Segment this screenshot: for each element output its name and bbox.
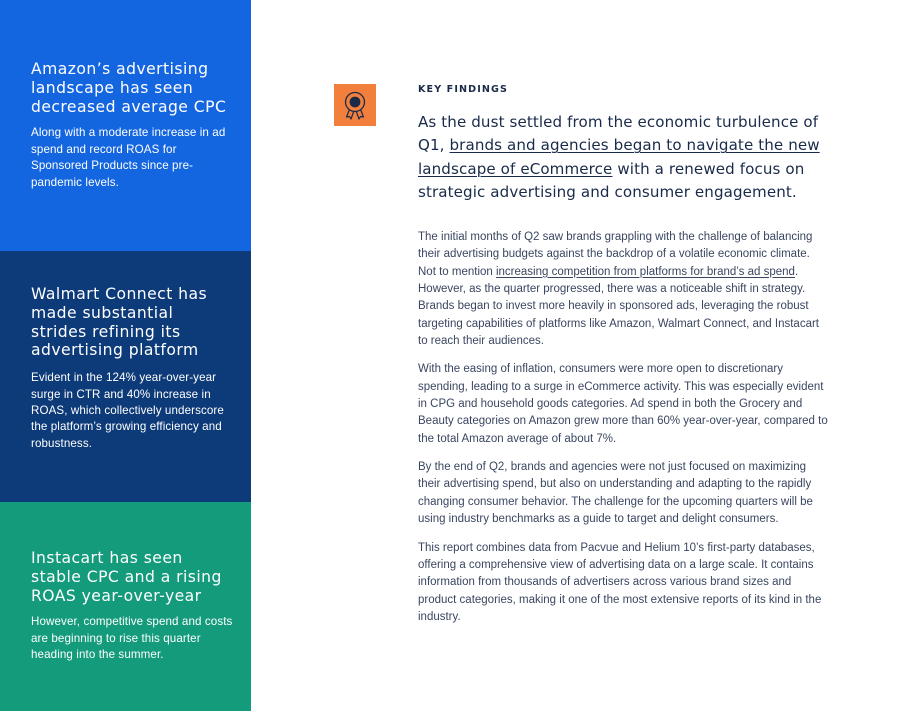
panel-heading: Walmart Connect has made substantial strides refining its advertising platform [31,285,208,360]
lead-statement [418,111,848,204]
panel-heading: Instacart has seen stable CPC and a rising ROAS year-over-year [31,549,222,605]
panel-text: However, competitive spend and costs are beginning to rise this quarter heading into the summer. [31,615,233,662]
paragraph [418,229,828,350]
paragraph-text: . However, as the quarter progressed, there was a noticeable shift in strategy. Brands began to invest more heavily in sponsored ads, leveraging the robust targeting capabilities of platforms like Amazon, Walmart Connect, and Instacart to reach their audiences. [418,265,819,348]
body-text [418,229,828,637]
panel-text: Along with a moderate increase in ad spend and record ROAS for Sponsored Products since pre-pandemic levels. [31,126,226,189]
lead-text: with a renewed focus on strategic advertising and consumer engagement. [418,159,805,201]
amazon-panel [0,0,251,251]
lead-link[interactable]: brands and agencies began to navigate the new landscape of eCommerce [418,136,820,178]
panel-text: Evident in the 124% year-over-year surge in CTR and 40% increase in ROAS, which collectively underscore the platform’s growing efficiency and robustness. [31,371,224,450]
panel-heading: Amazon’s advertising landscape has seen decreased average CPC [31,60,227,116]
competition-link[interactable]: increasing competition from platforms for brand’s ad spend [495,265,795,278]
instacart-panel [0,502,251,711]
paragraph: By the end of Q2, brands and agencies were not just focused on maximizing their advertising spend, but also on understanding and adapting to the rapidly changing consumer behavior. The challenge for the upcoming quarters will be using industry benchmarks as a guide to target and delight consumers. [418,461,813,526]
lead-text: As the dust settled from the economic turbulence of Q1, [418,113,819,155]
award-ribbon-icon [334,84,376,126]
walmart-panel [0,251,251,502]
paragraph: This report combines data from Pacvue and Helium 10’s first-party databases, offering a comprehensive view of advertising data on a large scale. It contains information from thousands of advertisers across various brand sizes and product categories, making it one of the most extensive reports of its kind in the industry. [418,541,822,623]
paragraph-text: The initial months of Q2 saw brands grappling with the challenge of balancing their advertising budgets against the backdrop of a volatile economic climate. Not to mention [418,231,813,278]
paragraph: With the easing of inflation, consumers were more open to discretionary spending, leading to a surge in eCommerce activity. This was especially evident in CPG and household goods categories. Ad spend in both the Grocery and Beauty categories on Amazon grew more than 60% year-over-year, compared to the total Amazon average of about 7%. [418,363,828,445]
section-label: KEY FINDINGS [418,84,508,95]
sidebar [0,0,251,711]
